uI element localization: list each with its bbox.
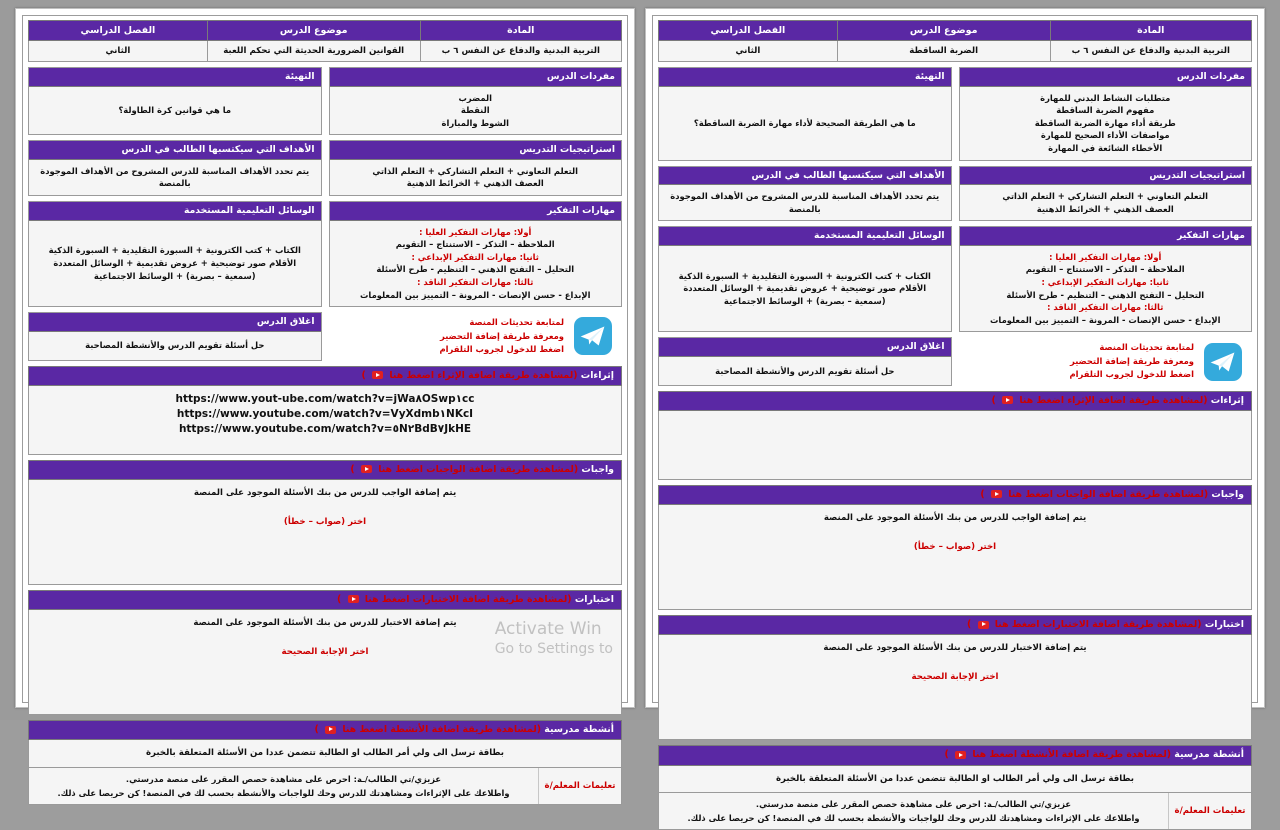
enrichment-header[interactable] — [28, 366, 622, 386]
watermark-line-1: Activate Win — [494, 619, 602, 640]
media-line: (سمعية – بصرية) + الوسائط الاجتماعية — [723, 295, 886, 306]
closing-block — [28, 312, 322, 360]
youtube-icon[interactable] — [348, 595, 359, 603]
cell-term: الثاني — [659, 41, 838, 62]
row-warmup-vocab — [658, 67, 1252, 161]
thinking-subheading: ثانيا: مهارات التفكير الإبداعي : — [411, 251, 539, 262]
col-topic-header: موضوع الدرس — [837, 21, 1050, 41]
vocab-item: متطلبات النشاط البدني للمهارة — [1040, 92, 1171, 103]
closing-header: اغلاق الدرس — [659, 338, 951, 357]
thinking-block — [959, 226, 1253, 332]
telegram-paper-plane-icon[interactable] — [574, 317, 612, 355]
closing-cell — [658, 337, 952, 385]
thinking-header: مهارات التفكير — [330, 202, 622, 221]
warmup-body: ما هي قوانين كرة الطاولة؟ — [29, 87, 321, 135]
strategies-cell — [329, 140, 623, 196]
spacer — [37, 501, 613, 515]
col-term-header: الفصل الدراسي — [659, 21, 838, 41]
strategies-line: التعلم التعاوني + التعلم التشاركي + التعلم الذاتي — [1002, 191, 1209, 202]
telegram-line: ومعرفة طريقة إضافة التحضير — [1069, 355, 1194, 366]
vocab-block — [959, 67, 1253, 161]
thinking-subheading: ثالثا: مهارات التفكير الناقد : — [417, 276, 534, 287]
instructions-line: واطلاعك على الإثراءات ومشاهدتك للدرس وحك للواجبات والأنشطة بحسب لك في المنصة! كن حريصا على ذلك. — [687, 813, 1140, 824]
thinking-line: التحليل – التفتح الذهني – التنظيم - طرح الأسئلة — [1006, 289, 1205, 300]
enrichment-url[interactable]: https://www.yout-ube.com/watch?v=jWa٨OSwp١cc — [175, 392, 475, 405]
strategies-body — [330, 160, 622, 195]
closing-body: حل أسئلة تقويم الدرس والأنشطة المصاحبة — [29, 332, 321, 360]
vocab-cell — [329, 67, 623, 135]
enrichment-body — [28, 386, 622, 455]
thinking-body — [330, 221, 622, 307]
youtube-icon[interactable] — [955, 751, 966, 759]
closing-block — [658, 337, 952, 385]
youtube-icon[interactable] — [978, 621, 989, 629]
strategies-line: العصف الذهني + الخرائط الذهنية — [1036, 203, 1174, 214]
closing-cell — [28, 312, 322, 360]
enrichment-title: إثراءات — [580, 369, 614, 381]
warmup-header: التهيئة — [659, 68, 951, 87]
strategies-cell — [959, 166, 1253, 222]
warmup-block — [28, 67, 322, 135]
thinking-line: الملاحظة – التذكر – الاستنتاج – التقويم — [395, 239, 555, 250]
instructions-line: واطلاعك على الإثراءات ومشاهدتك للدرس وحك للواجبات والأنشطة بحسب لك في المنصة! كن حريصا على ذلك. — [57, 788, 510, 799]
homework-text: يتم إضافة الواجب للدرس من بنك الأسئلة الموجود على المنصة — [823, 513, 1087, 524]
enrichment-title: إثراءات — [1210, 394, 1244, 406]
homework-note: (لمشاهدة طريقة اضافة الواجبات اضغط هنا — [1008, 488, 1209, 500]
enrichment-note-close: ) — [991, 394, 996, 406]
activities-title: أنشطة مدرسية — [1174, 749, 1244, 761]
activities-note-close: ) — [944, 749, 949, 761]
spacer — [37, 631, 613, 645]
tests-choice: اختر الإجابة الصحيحة — [281, 646, 369, 657]
table-row — [659, 41, 1252, 62]
vocab-body — [960, 87, 1252, 160]
youtube-icon[interactable] — [372, 371, 383, 379]
telegram-cell[interactable] — [329, 312, 623, 360]
vocab-cell — [959, 67, 1253, 161]
row-thinking-media — [28, 201, 622, 307]
objectives-cell — [658, 166, 952, 222]
objectives-block — [28, 140, 322, 196]
telegram-line: اضغط للدخول لجروب التلقرام — [439, 344, 564, 355]
youtube-icon[interactable] — [1002, 396, 1013, 404]
tests-note-close: ) — [336, 593, 342, 605]
telegram-line: اضغط للدخول لجروب التلقرام — [1069, 369, 1194, 380]
page-right-sheet — [22, 15, 628, 799]
activities-body: بطاقة ترسل الى ولي أمر الطالب او الطالبة تتضمن عددا من الأسئلة المتعلقة بالخبرة — [28, 740, 622, 768]
vocab-item: طريقة أداء مهارة الضربة الساقطة — [1034, 117, 1176, 128]
activities-header[interactable] — [28, 720, 622, 740]
vocab-item: الشوط والمباراة — [441, 117, 509, 128]
telegram-line: لمتابعة تحديثات المنصة — [1099, 342, 1194, 353]
telegram-promo-text — [963, 341, 1195, 381]
cell-subject: التربية البدنية والدفاع عن النفس ٦ ب — [1050, 41, 1251, 62]
homework-header[interactable] — [658, 485, 1252, 505]
enrichment-url[interactable]: https://www.youtube.com/watch?v=٥N٢BdB٧JkHE — [178, 423, 472, 436]
vocab-item: الأخطاء الشائعة في المهارة — [1048, 142, 1163, 153]
spacer — [667, 656, 1243, 670]
tests-choice: اختر الإجابة الصحيحة — [911, 672, 999, 682]
homework-body — [658, 505, 1252, 610]
tests-text: يتم إضافة الاختبار للدرس من بنك الأسئلة الموجود على المنصة — [823, 643, 1087, 654]
row-telegram-closing — [658, 337, 1252, 385]
media-line: الكتاب + كتب الكترونية + السبورة التقليدية + السبورة الذكية — [48, 245, 301, 256]
warmup-header: التهيئة — [29, 68, 321, 87]
warmup-cell — [658, 67, 952, 161]
tests-body — [28, 610, 622, 715]
row-objectives-strategies — [28, 140, 622, 196]
table-row — [29, 41, 622, 62]
teacher-instructions-body — [659, 793, 1168, 829]
vocab-item: مواصفات الأداء الصحيح للمهارة — [1040, 130, 1170, 141]
teacher-instructions-label: تعليمات المعلم/ة — [1168, 793, 1251, 829]
telegram-line: لمتابعة تحديثات المنصة — [469, 317, 564, 328]
media-block — [658, 226, 952, 332]
youtube-icon[interactable] — [991, 490, 1002, 498]
teacher-instructions — [28, 768, 622, 805]
vocab-item: النقطة — [460, 105, 490, 116]
thinking-line: الإبداع - حسن الإنصات - المرونة – التمييز بين المعلومات — [990, 314, 1221, 325]
activities-body: بطاقة ترسل الى ولي أمر الطالب او الطالبة تتضمن عددا من الأسئلة المتعلقة بالخبرة — [658, 766, 1252, 794]
activities-note: (لمشاهدة طريقة اضافة الأنشطة اضغط هنا — [342, 724, 542, 736]
thinking-line: الإبداع - حسن الإنصات - المرونة – التمييز بين المعلومات — [360, 289, 591, 300]
objectives-body: يتم تحدد الأهداف المناسبة للدرس المشروح من الأهداف الموجودة بالمنصة — [29, 160, 321, 195]
homework-section — [658, 485, 1252, 610]
thinking-subheading: ثانيا: مهارات التفكير الإبداعي : — [1041, 276, 1169, 287]
youtube-icon[interactable] — [361, 465, 372, 473]
activities-note-close: ) — [314, 724, 319, 736]
strategies-header: استراتيجيات التدريس — [330, 141, 622, 160]
thinking-cell — [959, 226, 1253, 332]
tests-note: (لمشاهدة طريقة اضافة الاختبارات اضغط هنا — [364, 593, 572, 605]
telegram-promo-text — [333, 316, 565, 356]
thinking-line: الملاحظة – التذكر – الاستنتاج – التقويم — [1025, 264, 1185, 275]
table-header-row — [659, 21, 1252, 41]
teacher-instructions-body — [29, 768, 538, 804]
media-line: الكتاب + كتب الكترونية + السبورة التقليدية + السبورة الذكية — [678, 270, 931, 281]
activities-header[interactable] — [658, 745, 1252, 765]
telegram-paper-plane-icon[interactable] — [1204, 343, 1242, 381]
col-subject-header: المادة — [1050, 21, 1251, 41]
telegram-cell[interactable] — [959, 337, 1253, 385]
warmup-block — [658, 67, 952, 161]
thinking-block — [329, 201, 623, 307]
telegram-promo[interactable] — [329, 312, 623, 360]
enrichment-note: (لمشاهدة طريقة اضافة الإثراء اضغط هنا — [389, 369, 578, 381]
enrichment-note: (لمشاهدة طريقة اضافة الإثراء اضغط هنا — [1019, 394, 1208, 406]
homework-note-close: ) — [350, 463, 355, 475]
row-objectives-strategies — [658, 166, 1252, 222]
homework-choice: اختر (صواب – خطأ) — [283, 516, 367, 527]
strategies-body — [960, 185, 1252, 220]
media-cell — [658, 226, 952, 332]
teacher-instructions-label: تعليمات المعلم/ة — [538, 768, 621, 804]
warmup-cell — [28, 67, 322, 135]
strategies-block — [959, 166, 1253, 222]
objectives-block — [658, 166, 952, 222]
media-line: (سمعية – بصرية) + الوسائط الاجتماعية — [93, 270, 256, 281]
cell-topic: القوانين الضرورية الحديثة التي تحكم اللعبة — [207, 41, 420, 62]
strategies-block — [329, 140, 623, 196]
activities-section — [658, 745, 1252, 830]
teacher-instructions — [658, 793, 1252, 830]
youtube-icon[interactable] — [325, 726, 336, 734]
col-term-header: الفصل الدراسي — [29, 21, 208, 41]
tests-title: اختبارات — [574, 593, 614, 605]
col-subject-header: المادة — [420, 21, 621, 41]
tests-note: (لمشاهدة طريقة اضافة الاختبارات اضغط هنا — [994, 619, 1202, 631]
thinking-body — [960, 246, 1252, 332]
cell-term: الثاني — [29, 41, 208, 62]
activities-section — [28, 720, 622, 805]
cell-topic: الضربة الساقطة — [837, 41, 1050, 62]
thinking-line: التحليل – التفتح الذهني – التنظيم - طرح الأسئلة — [376, 264, 575, 275]
document-page-left — [645, 8, 1265, 824]
tests-note-close: ) — [966, 619, 972, 631]
tests-section — [658, 615, 1252, 740]
media-line: الأقلام صور توضيحية + عروض تقديمية + الوسائل المتعددة — [683, 283, 927, 294]
tests-body — [658, 635, 1252, 740]
enrichment-url[interactable]: https://www.youtube.com/watch?v=VyXdmb١NKcI — [176, 407, 474, 420]
activities-title: أنشطة مدرسية — [544, 724, 614, 736]
watermark-line-2: Go to Settings to — [494, 640, 613, 657]
thinking-cell — [329, 201, 623, 307]
enrichment-body — [658, 411, 1252, 480]
row-warmup-vocab — [28, 67, 622, 135]
tests-title: اختبارات — [1204, 619, 1244, 631]
objectives-header: الأهداف التي سيكتسبها الطالب في الدرس — [29, 141, 321, 160]
table-header-row — [29, 21, 622, 41]
instructions-line: عزيزي/تي الطالب/ـة: احرص على مشاهدة حصص المقرر على منصة مدرستي. — [125, 774, 442, 784]
instructions-line: عزيزي/تي الطالب/ـة: احرص على مشاهدة حصص المقرر على منصة مدرستي. — [755, 799, 1072, 810]
thinking-subheading: أولا: مهارات التفكير العليا : — [1049, 251, 1162, 262]
objectives-cell — [28, 140, 322, 196]
warmup-body: ما هي الطريقة الصحيحة لأداء مهارة الضربة الساقطة؟ — [659, 87, 951, 160]
vocab-header: مفردات الدرس — [330, 68, 622, 87]
homework-title: واجبات — [581, 463, 614, 475]
homework-note-close: ) — [980, 488, 985, 500]
row-thinking-media — [658, 226, 1252, 332]
thinking-subheading: أولا: مهارات التفكير العليا : — [419, 226, 532, 237]
homework-title: واجبات — [1211, 488, 1244, 500]
telegram-promo[interactable] — [959, 337, 1253, 385]
activities-note: (لمشاهدة طريقة اضافة الأنشطة اضغط هنا — [972, 749, 1172, 761]
document-page-right — [15, 8, 635, 799]
homework-header[interactable] — [28, 460, 622, 480]
media-body — [659, 246, 951, 332]
media-block — [28, 201, 322, 307]
telegram-line: ومعرفة طريقة إضافة التحضير — [439, 330, 564, 341]
homework-section — [28, 460, 622, 585]
row-telegram-closing — [28, 312, 622, 360]
lesson-info-table — [28, 20, 622, 62]
media-cell — [28, 201, 322, 307]
vocab-header: مفردات الدرس — [960, 68, 1252, 87]
thinking-subheading: ثالثا: مهارات التفكير الناقد : — [1047, 302, 1164, 313]
homework-text: يتم إضافة الواجب للدرس من بنك الأسئلة الموجود على المنصة — [193, 487, 457, 498]
media-body — [29, 221, 321, 307]
media-line: الأقلام صور توضيحية + عروض تقديمية + الوسائل المتعددة — [53, 258, 297, 269]
strategies-header: استراتيجيات التدريس — [960, 167, 1252, 186]
homework-body — [28, 480, 622, 585]
tests-header[interactable] — [28, 590, 622, 610]
vocab-body — [330, 87, 622, 135]
thinking-header: مهارات التفكير — [960, 227, 1252, 246]
cell-subject: التربية البدنية والدفاع عن النفس ٦ ب — [420, 41, 621, 62]
spacer — [667, 526, 1243, 540]
page-left-sheet — [652, 15, 1258, 824]
vocab-item: المضرب — [458, 92, 492, 103]
enrichment-note-close: ) — [361, 369, 366, 381]
objectives-body: يتم تحدد الأهداف المناسبة للدرس المشروح من الأهداف الموجودة بالمنصة — [659, 185, 951, 220]
media-header: الوسائل التعليمية المستخدمة — [659, 227, 951, 246]
tests-text: يتم إضافة الاختبار للدرس من بنك الأسئلة الموجود على المنصة — [193, 618, 457, 629]
enrichment-section — [28, 366, 622, 455]
enrichment-section — [658, 391, 1252, 480]
enrichment-header[interactable] — [658, 391, 1252, 411]
tests-header[interactable] — [658, 615, 1252, 635]
lesson-info-table — [658, 20, 1252, 62]
vocab-item: مفهوم الضربة الساقطة — [1056, 105, 1155, 116]
vocab-block — [329, 67, 623, 135]
media-header: الوسائل التعليمية المستخدمة — [29, 202, 321, 221]
col-topic-header: موضوع الدرس — [207, 21, 420, 41]
strategies-line: التعلم التعاوني + التعلم التشاركي + التعلم الذاتي — [372, 165, 579, 176]
homework-choice: اختر (صواب – خطأ) — [913, 541, 997, 552]
tests-section — [28, 590, 622, 715]
objectives-header: الأهداف التي سيكتسبها الطالب في الدرس — [659, 167, 951, 186]
homework-note: (لمشاهدة طريقة اضافة الواجبات اضغط هنا — [378, 463, 579, 475]
strategies-line: العصف الذهني + الخرائط الذهنية — [406, 178, 544, 189]
closing-header: اغلاق الدرس — [29, 313, 321, 332]
closing-body: حل أسئلة تقويم الدرس والأنشطة المصاحبة — [659, 357, 951, 385]
